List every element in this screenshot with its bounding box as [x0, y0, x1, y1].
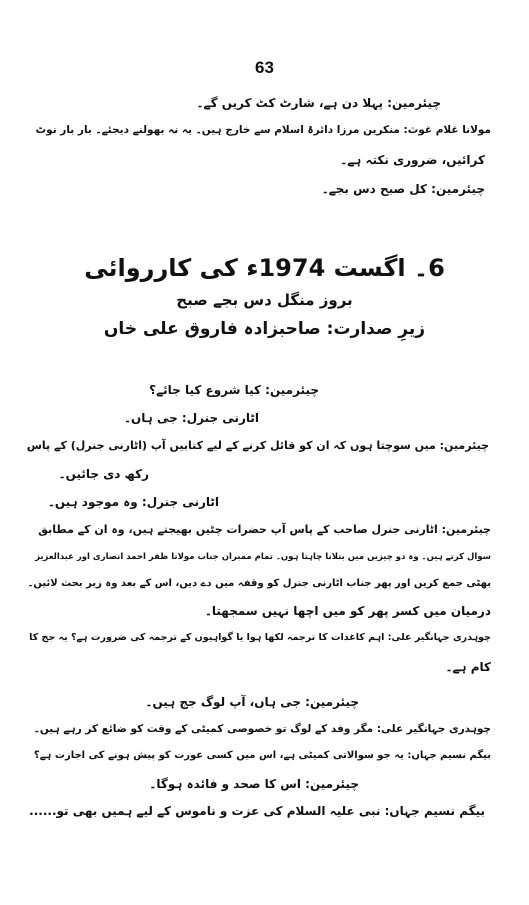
session-chair-line: زیرِ صدارت: صاحبزادہ فاروق علی خاں	[103, 319, 426, 339]
text-line-chairman-shortcut: چیئرمین: پہلا دن ہے، شارٹ کٹ کریں گے۔	[196, 96, 441, 110]
dialogue-line: اٹارنی جنرل: جی ہاں۔	[123, 411, 259, 425]
dialogue-line: کام ہے۔	[445, 660, 491, 674]
dialogue-line: چیئرمین: اٹارنی جنرل صاحب کے پاس آپ حضرات چٹیں بھیجتے ہیں، وہ ان کے مطابق	[38, 523, 491, 536]
dialogue-line: چوہدری جہانگیر علی: مگر وفد کے لوگ تو خصوصی کمیٹی کے وقت کو ضائع کر رہے ہیں۔	[33, 723, 491, 735]
dialogue-line: رکھ دی جائیں۔	[58, 467, 149, 481]
dialogue-line: چوہدری جہانگیر علی: اہم کاغذات کا ترجمہ لکھا ہوا یا گواہیوں کے ترجمہ کی ضرورت ہے؟ یہ جج کا	[29, 632, 491, 643]
dialogue-line: چیئرمین: جی ہاں، آپ لوگ جج ہیں۔	[145, 695, 359, 709]
dialogue-line: بھٹی جمع کریں اور پھر جناب اٹارنی جنرل کو وقفہ میں دے دیں، اس کے بعد وہ زیر بحث لائیں۔	[27, 578, 491, 589]
session-subheading: بروز منگل دس بجے صبح	[176, 291, 353, 309]
text-line-chairman-tomorrow: چیئرمین: کل صبح دس بجے۔	[321, 182, 485, 196]
dialogue-line: اٹارنی جنرل: وہ موجود ہیں۔	[47, 495, 219, 509]
dialogue-line: چیئرمین: میں سوچتا ہوں کہ ان کو قائل کرنے کے لیے کتابیں آپ (اٹارنی جنرل) کے پاس	[26, 439, 489, 452]
dialogue-line: درمیان میں کسر پھر کو میں اچھا نہیں سمجھتا۔	[204, 604, 491, 618]
session-heading: 6۔ اگست 1974ء کی کارروائی	[84, 254, 445, 282]
dialogue-line: سوال کرتے ہیں۔ وہ دو چیزیں میں بتلانا چاہتا ہوں۔ تمام ممبران جناب مولانا ظفر احمد انصاری اور عبدالعزیز	[35, 552, 491, 562]
text-line-maulana-ghulam-ghaus: مولانا غلام غوث: منکرین مرزا دائرۂ اسلام سے خارج ہیں۔ یہ نہ بھولنے دیجئے۔ بار بار نوٹ	[35, 124, 491, 136]
dialogue-line: چیئرمین: کیا شروع کیا جائے؟	[149, 383, 319, 397]
page-number: 63	[255, 58, 274, 77]
dialogue-line: بیگم نسیم جہاں: نبی علیہ السلام کی عزت و ناموس کے لیے ہمیں بھی تو......	[29, 804, 485, 818]
text-line-continuation: کرائیں، ضروری نکتہ ہے۔	[340, 153, 485, 167]
dialogue-line: چیئرمین: اس کا صحد و فائدہ ہوگا۔	[149, 777, 359, 791]
dialogue-line: بیگم نسیم جہاں: یہ جو سوالاتی کمیٹی ہے، اس میں کسی عورت کو پیش ہونے کی اجازت ہے؟	[33, 750, 491, 761]
